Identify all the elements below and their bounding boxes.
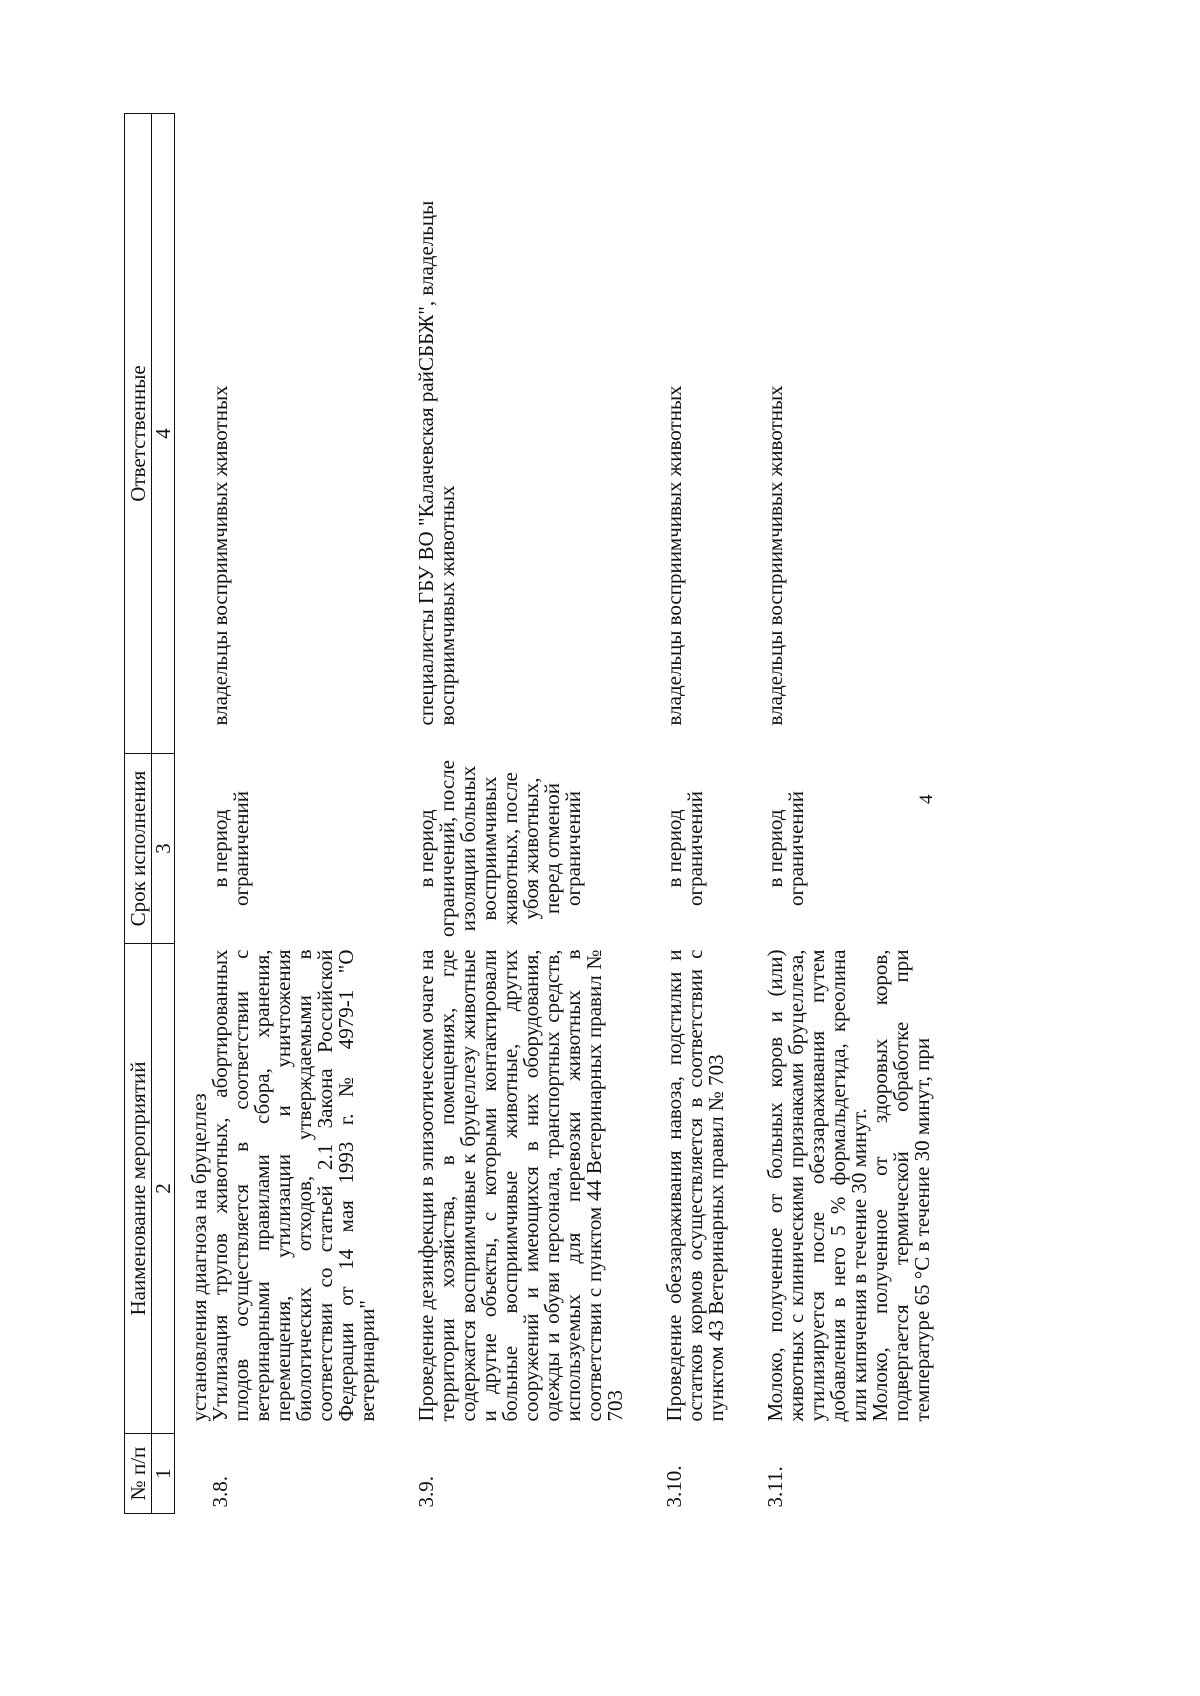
- row-term: в период ограничений: [763, 791, 808, 907]
- row-responsible: владельцы восприимчивых животных: [208, 385, 232, 726]
- row-responsible: специалисты ГБУ ВО "Калачевская райСББЖ", владельцы восприимчивых животных: [414, 200, 459, 726]
- row-term: в период ограничений, после изоляции больных восприимчивых животных, после убоя животных, перед отменой ограничений: [414, 760, 585, 937]
- row-term: в период ограничений: [662, 791, 707, 907]
- row-activity: Утилизация трупов животных, абортированных плодов осуществляется в соответствии с ветеринарными правилами сбора, хранения, перемещения, утилизации и уничтожения биологических отходов, утверждаемыми в соответствии со статьей 2.1 Закона Российской Федерации от 14 мая 1993 г. № 4979-1 "О ветеринарии": [208, 949, 379, 1422]
- row-responsible: владельцы восприимчивых животных: [662, 385, 686, 726]
- header-row: [125, 114, 152, 1514]
- measures-table: [124, 113, 933, 1514]
- row-responsible: владельцы восприимчивых животных: [763, 385, 787, 726]
- header-responsible: Ответственные: [125, 114, 152, 754]
- row-term: в период ограничений: [208, 791, 253, 907]
- column-number: 2: [152, 944, 175, 1434]
- table-row: [210, 114, 378, 1514]
- header-number: № п/п: [125, 1434, 152, 1514]
- document-page: [86, 68, 1136, 1640]
- row-activity: Проведение дезинфекции в эпизоотическом очаге на территории хозяйства, в помещениях, где содержатся восприимчивые к бруцеллезу животные и другие объекты, с которыми контактировали больные восприимчивые животные, других сооружений и имеющихся в них оборудования, одежды и обуви персонала, транспортных средств, используемых для перевозки животных в соответствии с пунктом 44 Ветеринарных правил № 703: [414, 949, 627, 1422]
- column-number-row: [152, 114, 175, 1514]
- header-activity: Наименование мероприятий: [125, 944, 152, 1434]
- row-activity: Молоко, полученное от больных коров и (или) животных с клиническими признаками бруцеллеза, утилизируется после обеззараживания путем добавления в него 5 % формальдегида, креолина или кипячения в течение 30 минут.: [763, 949, 871, 1422]
- column-number: 1: [152, 1434, 175, 1514]
- header-term: Срок исполнения: [125, 754, 152, 944]
- table-row: [727, 114, 933, 1514]
- page-number: 4: [916, 794, 937, 804]
- row-number: 3.11.: [763, 1466, 787, 1508]
- column-number: 4: [152, 114, 175, 754]
- row-number: 3.8.: [208, 1476, 232, 1508]
- table-row: [626, 114, 727, 1514]
- continuation-row: [175, 114, 211, 1514]
- row-activity-cell: [727, 944, 933, 1434]
- row-activity-continued: Молоко, полученное от здоровых коров, подвергается термической обработке при температуре 65 °С в течение 30 минут, при: [868, 949, 934, 1422]
- row-number: 3.10.: [662, 1465, 686, 1508]
- column-number: 3: [152, 754, 175, 944]
- continuation-text: установления диагноза на бруцеллез: [187, 1093, 211, 1422]
- row-number: 3.9.: [414, 1476, 438, 1508]
- row-activity: Проведение обеззараживания навоза, подстилки и остатков кормов осуществляется в соответствии с пунктом 43 Ветеринарных правил № 703: [662, 949, 728, 1422]
- table-row: [378, 114, 626, 1514]
